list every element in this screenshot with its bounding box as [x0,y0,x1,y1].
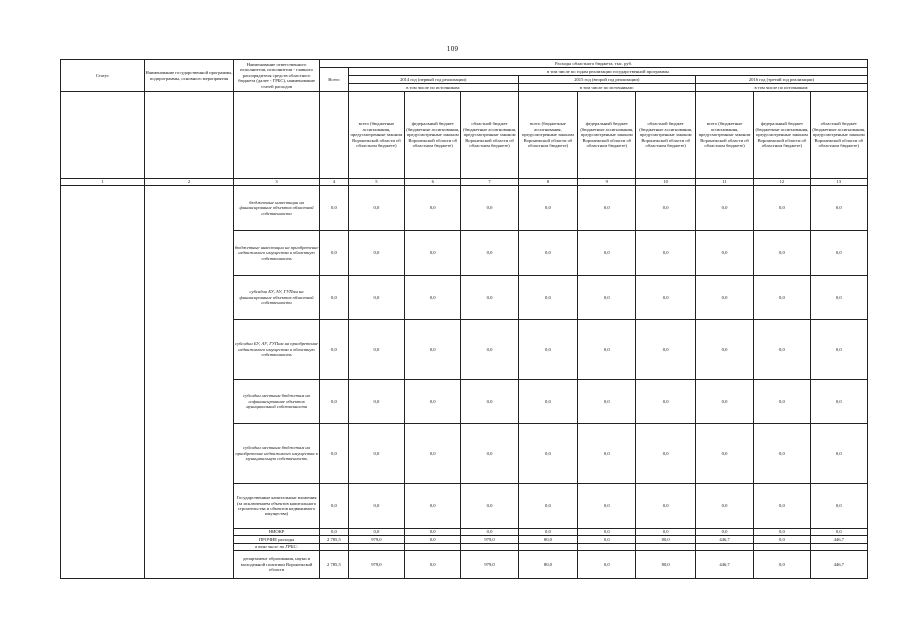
value-cell: 0,0 [461,529,518,536]
value-cell: 0,0 [578,536,636,544]
value-cell: 446,7 [695,536,753,544]
value-cell: 0,0 [695,380,753,424]
expense-item-name: субсидии местным бюджетам на софинансирование объектов муниципальной собственности [234,380,320,424]
header-by-sources-2014: в том числе по источникам: [348,84,518,92]
value-cell: 0,0 [695,231,753,276]
value-cell: 0,0 [636,186,695,231]
value-cell: 0,0 [348,424,404,484]
col-number: 8 [518,179,577,186]
value-cell: 0,0 [578,551,636,579]
expense-item-name: субсидии местным бюджетам на приобретение недвижимого имущества в муниципальную собственность [234,424,320,484]
value-cell: 0,0 [405,484,461,529]
value-cell: 0,0 [636,231,695,276]
value-cell: 80,0 [518,551,577,579]
expense-item-name: в том числе по ГРБС: [234,544,320,551]
value-cell: 0,0 [320,424,349,484]
value-cell: 0,0 [754,231,810,276]
col-number: 1 [61,179,145,186]
value-cell: 0,0 [320,529,349,536]
value-cell: 0,0 [518,380,577,424]
value-cell: 0,0 [695,320,753,380]
value-cell: 0,0 [754,551,810,579]
value-cell: 0,0 [518,484,577,529]
value-cell: 80,0 [636,551,695,579]
value-cell: 0,0 [810,231,867,276]
value-cell: 0,0 [405,529,461,536]
table-row [61,186,868,231]
value-cell: 0,0 [754,424,810,484]
value-cell: 0,0 [461,186,518,231]
value-cell: 0,0 [810,484,867,529]
value-cell: 0,0 [636,276,695,320]
value-cell: 0,0 [578,231,636,276]
col-number: 3 [234,179,320,186]
value-cell: 0,0 [405,186,461,231]
value-cell: 0,0 [461,484,518,529]
value-cell: 0,0 [636,529,695,536]
header-year-2015: 2015 год (второй год реализации) [518,76,695,84]
header-spacer [61,92,145,179]
value-cell: 0,0 [518,529,577,536]
value-cell: 0,0 [695,424,753,484]
header-responsible: Наименование ответственного исполнителя, исполнителя - главного распорядителя средств областного бюджета (далее - ГРБС), наименование статей расходов [234,60,320,92]
header-program-name: Наименование государственной программы, подпрограммы, основного мероприятия [144,60,233,92]
value-cell: 0,0 [636,424,695,484]
program-cell [144,186,233,579]
value-cell: 0,0 [320,380,349,424]
header-spacer [320,92,349,179]
value-cell [348,544,404,551]
table-body [61,186,868,579]
header-sub-total-2015: всего (бюджетные ассигнования, предусмотренные законом Воронежской области об областном бюджете) [518,92,577,179]
value-cell: 0,0 [405,231,461,276]
value-cell: 0,0 [405,424,461,484]
value-cell: 0,0 [405,380,461,424]
header-spacer [234,92,320,179]
value-cell: 0,0 [810,380,867,424]
value-cell: 0,0 [578,424,636,484]
col-number: 6 [405,179,461,186]
page-number: 109 [446,46,459,53]
value-cell: 979,0 [348,536,404,544]
value-cell: 0,0 [754,380,810,424]
value-cell: 0,0 [405,536,461,544]
header-including-years: в том числе по годам реализации государственной программы [348,68,867,76]
value-cell: 0,0 [810,320,867,380]
value-cell: 0,0 [636,320,695,380]
col-number: 4 [320,179,349,186]
value-cell: 0,0 [348,231,404,276]
value-cell: 0,0 [695,186,753,231]
header-sub-regional-2014: областной бюджет (бюджетные ассигнования, предусмотренные законом Воронежской области об областном бюджете) [461,92,518,179]
value-cell [695,544,753,551]
value-cell: 0,0 [636,484,695,529]
header-by-sources-2015: в том числе по источникам: [518,84,695,92]
value-cell: 0,0 [754,484,810,529]
value-cell: 0,0 [754,186,810,231]
col-number: 5 [348,179,404,186]
header-sub-total-2016: всего (бюджетные ассигнования, предусмотренные законом Воронежской области об областном бюджете) [695,92,753,179]
header-sub-total-2014: всего (бюджетные ассигнования, предусмотренные законом Воронежской области об областном бюджете) [348,92,404,179]
value-cell: 0,0 [810,529,867,536]
col-number: 7 [461,179,518,186]
value-cell: 0,0 [405,320,461,380]
value-cell: 0,0 [320,186,349,231]
value-cell: 446,7 [810,536,867,544]
value-cell: 0,0 [810,276,867,320]
value-cell: 0,0 [754,529,810,536]
value-cell: 0,0 [518,424,577,484]
col-number: 9 [578,179,636,186]
header-by-sources-2016: в том числе по источникам: [695,84,867,92]
value-cell: 979,0 [461,536,518,544]
value-cell: 0,0 [754,276,810,320]
value-cell: 0,0 [348,529,404,536]
expense-item-name: департамент образования, науки и молодежной политики Воронежской области [234,551,320,579]
value-cell: 0,0 [461,276,518,320]
value-cell [461,544,518,551]
value-cell: 0,0 [320,484,349,529]
header-year-2016: 2016 год (третий год реализации) [695,76,867,84]
value-cell: 0,0 [348,484,404,529]
value-cell: 0,0 [695,484,753,529]
value-cell: 446,7 [695,551,753,579]
value-cell: 0,0 [320,231,349,276]
value-cell: 0,0 [348,276,404,320]
value-cell: 979,0 [348,551,404,579]
expense-item-name: бюджетные инвестиции на финансирование объектов областной собственности [234,186,320,231]
value-cell: 0,0 [461,320,518,380]
value-cell: 0,0 [754,320,810,380]
value-cell [320,544,349,551]
value-cell: 0,0 [405,276,461,320]
value-cell: 0,0 [578,276,636,320]
header-sub-federal-2015: федеральный бюджет (бюджетные ассигнования, предусмотренные законом Воронежской области об областном бюджете) [578,92,636,179]
value-cell: 2 785,5 [320,536,349,544]
header-status: Статус [61,60,145,92]
value-cell: 0,0 [320,320,349,380]
value-cell: 0,0 [348,186,404,231]
expense-item-name: Государственные капитальные вложения (за исключением объектов капитального строительства и объектов недвижимого имущества) [234,484,320,529]
value-cell: 0,0 [518,231,577,276]
header-sub-federal-2014: федеральный бюджет (бюджетные ассигнования, предусмотренные законом Воронежской области об областном бюджете) [405,92,461,179]
value-cell: 0,0 [578,484,636,529]
value-cell [754,544,810,551]
value-cell [405,544,461,551]
value-cell: 0,0 [461,231,518,276]
header-sub-federal-2016: федеральный бюджет (бюджетные ассигнования, предусмотренные законом Воронежской области об областном бюджете) [754,92,810,179]
status-cell [61,186,145,579]
value-cell: 0,0 [518,186,577,231]
value-cell: 0,0 [578,320,636,380]
value-cell: 0,0 [461,424,518,484]
col-number: 10 [636,179,695,186]
value-cell [518,544,577,551]
expense-item-name: НИОКР [234,529,320,536]
expense-item-name: субсидии БУ, АУ, ГУПам на финансирование объектов областной собственности [234,276,320,320]
value-cell: 80,0 [636,536,695,544]
value-cell: 446,7 [810,551,867,579]
value-cell [636,544,695,551]
col-number: 13 [810,179,867,186]
value-cell: 0,0 [348,380,404,424]
expense-item-name: ПРОЧИЕ расходы [234,536,320,544]
header-spacer [144,92,233,179]
value-cell [578,544,636,551]
value-cell: 0,0 [405,551,461,579]
value-cell: 0,0 [348,320,404,380]
value-cell: 0,0 [518,320,577,380]
value-cell: 2 785,5 [320,551,349,579]
value-cell: 0,0 [754,536,810,544]
value-cell: 0,0 [578,529,636,536]
value-cell: 0,0 [810,186,867,231]
value-cell: 0,0 [695,529,753,536]
header-expenses-title: Расходы областного бюджета, тыс. руб. [320,60,868,68]
value-cell: 0,0 [578,186,636,231]
budget-table [60,59,868,579]
value-cell [810,544,867,551]
col-number: 2 [144,179,233,186]
value-cell: 0,0 [636,380,695,424]
value-cell: 0,0 [695,276,753,320]
value-cell: 0,0 [518,276,577,320]
value-cell: 0,0 [578,380,636,424]
expense-item-name: бюджетные инвестиции на приобретение недвижимого имущества в областную собственность [234,231,320,276]
col-number: 11 [695,179,753,186]
header-year-2014: 2014 год (первый год реализации) [348,76,518,84]
value-cell: 0,0 [810,424,867,484]
value-cell: 80,0 [518,536,577,544]
col-number: 12 [754,179,810,186]
value-cell: 0,0 [461,380,518,424]
expense-item-name: субсидии БУ, АУ, ГУПам на приобретение недвижимого имущества в областную собственность [234,320,320,380]
value-cell: 0,0 [320,276,349,320]
header-sub-regional-2015: областной бюджет (бюджетные ассигнования, предусмотренные законом Воронежской области об областном бюджете) [636,92,695,179]
value-cell: 979,0 [461,551,518,579]
header-total: Всего [320,68,349,92]
header-sub-regional-2016: областной бюджет (бюджетные ассигнования, предусмотренные законом Воронежской области об областном бюджете) [810,92,867,179]
